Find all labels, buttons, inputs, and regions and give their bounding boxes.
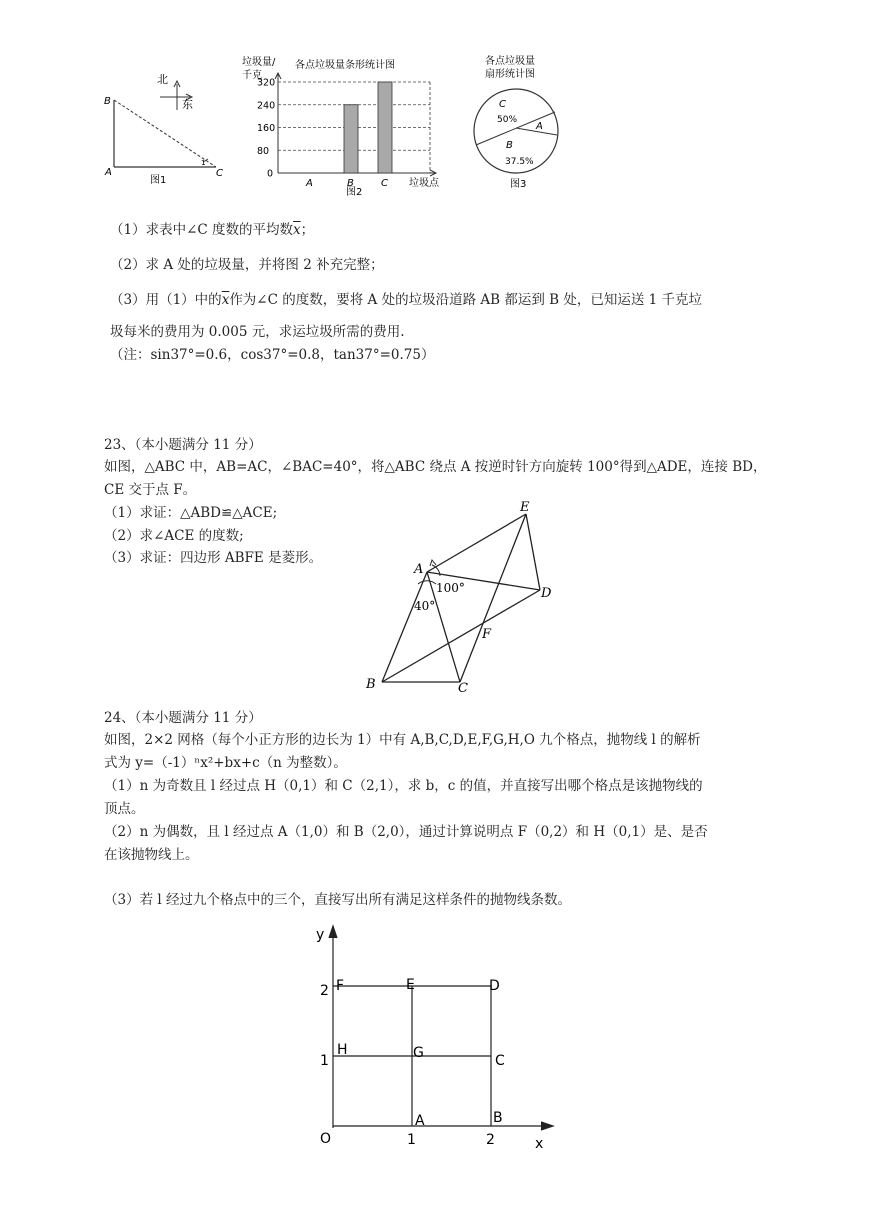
x-tick-label: A <box>306 178 313 189</box>
q22-line4: 圾每米的费用为 0.005 元，求运垃圾所需的费用. <box>110 324 405 340</box>
q23-label-e: E <box>520 500 530 515</box>
axis-x-label: x <box>535 1136 544 1152</box>
q22-note: （注：sin37°=0.6，cos37°=0.8，tan37°=0.75） <box>110 347 435 363</box>
x-tick-1: 1 <box>407 1132 416 1148</box>
figure-2-bar-chart <box>236 52 448 200</box>
point-d: D <box>489 978 500 994</box>
q24-line6: 在该抛物线上。 <box>104 847 199 863</box>
point-b: B <box>493 1110 503 1126</box>
y-tick-label: 0 <box>267 168 274 180</box>
y-tick-label: 240 <box>257 100 276 112</box>
fig3-title-1: 各点垃圾量 <box>485 56 535 67</box>
q22-line1 <box>110 221 314 239</box>
fig3-c-pct: 50% <box>497 115 518 125</box>
point-f: F <box>336 978 345 994</box>
y-tick-1: 1 <box>320 1053 329 1069</box>
fig2-ylabel-1: 垃圾量/ <box>242 57 276 68</box>
y-tick-label: 160 <box>257 123 276 134</box>
q23-line2: CE 交于点 F。 <box>104 482 197 498</box>
fig1-angle: 1 <box>201 159 206 167</box>
fig1-point-a: A <box>105 167 112 178</box>
q23-heading: 23、（本小题满分 11 分） <box>104 437 262 453</box>
q22-line1-a: （1）求表中∠C 度数的平均数 <box>110 222 294 238</box>
fig2-caption: 图2 <box>346 187 363 198</box>
fig1-point-c: C <box>216 168 223 179</box>
fig2-xlabel: 垃圾点 <box>409 178 439 189</box>
q22-line3 <box>110 291 702 309</box>
point-h: H <box>337 1042 348 1058</box>
point-c: C <box>495 1053 505 1069</box>
figure-3-pie-chart <box>468 52 568 194</box>
q22-line3-b: 作为∠C 的度数，要将 A 处的垃圾沿道路 AB 都运到 B 处，已知运送 1 千克垃 <box>229 292 703 308</box>
q24-line5: （2）n 为偶数，且 l 经过点 A（1,0）和 B（2,0），通过计算说明点 F（0,2）和 H（0,1）是、是否 <box>104 824 708 840</box>
q22-line2: （2）求 A 处的垃圾量，并将图 2 补充完整； <box>110 257 384 273</box>
q23-sub3: （3）求证：四边形 ABFE 是菱形。 <box>104 550 323 566</box>
q23-label-40: 40° <box>414 599 436 613</box>
x-tick-2: 2 <box>486 1132 495 1148</box>
y-tick-label: 320 <box>257 77 276 89</box>
q23-label-a: A <box>414 562 424 577</box>
x-tick-label: C <box>381 178 388 189</box>
fig3-a-label: A <box>536 121 543 132</box>
mean-symbol: $\overline{x}$ <box>293 222 301 238</box>
q23-label-b: B <box>366 677 376 692</box>
point-e: E <box>406 977 415 993</box>
origin-label: O <box>320 1131 332 1147</box>
fig3-c-label: C <box>499 99 506 110</box>
figure-1 <box>100 66 235 190</box>
q23-sub2: （2）求∠ACE 的度数; <box>104 528 244 544</box>
fig2-title: 各点垃圾量条形统计图 <box>295 60 395 71</box>
q24-line2: 式为 y=（-1）ⁿx²+bx+c（n 为整数）。 <box>104 755 347 771</box>
q23-line1: 如图，△ABC 中，AB=AC，∠BAC=40°，将△ABC 绕点 A 按逆时针方向旋转 100°得到△ADE，连接 BD， <box>104 459 767 475</box>
q24-line4: 顶点。 <box>104 801 145 817</box>
fig1-caption: 图1 <box>150 175 167 186</box>
fig3-b-pct: 37.5% <box>505 157 534 167</box>
q23-geometry-figure <box>360 494 565 696</box>
q24-grid-figure <box>305 918 565 1158</box>
fig1-point-b: B <box>104 96 111 107</box>
q24-line3: （1）n 为奇数且 l 经过点 H（0,1）和 C（2,1），求 b，c 的值，并直接写出哪个格点是该抛物线的 <box>104 778 703 794</box>
y-tick-2: 2 <box>320 983 329 999</box>
y-tick-label: 80 <box>257 145 270 157</box>
point-g: G <box>413 1045 424 1061</box>
q24-heading: 24、（本小题满分 11 分） <box>104 710 262 726</box>
point-a: A <box>415 1113 425 1129</box>
bar-c <box>378 82 392 173</box>
fig3-title-2: 扇形统计图 <box>485 69 535 80</box>
q24-line7: （3）若 l 经过九个格点中的三个，直接写出所有满足这样条件的抛物线条数。 <box>104 892 571 908</box>
q23-label-f: F <box>482 627 492 642</box>
q23-label-c: C <box>458 681 468 696</box>
fig2-ylabel-2: 千克 <box>242 70 262 81</box>
fig3-b-label: B <box>506 140 513 151</box>
axis-y-label: y <box>316 927 325 943</box>
fig3-caption: 图3 <box>510 179 527 190</box>
q23-label-d: D <box>541 586 552 601</box>
q22-line3-a: （3）用（1）中的 <box>110 292 222 308</box>
bar-b <box>344 105 358 173</box>
fig1-north: 北 <box>157 73 168 86</box>
q22-line1-b: ； <box>300 222 315 238</box>
q23-label-100: 100° <box>436 581 465 595</box>
mean-symbol: $\overline{x}$ <box>221 292 230 308</box>
q24-line1: 如图，2×2 网格（每个小正方形的边长为 1）中有 A,B,C,D,E,F,G,H,O 九个格点，抛物线 l 的解析 <box>104 732 701 748</box>
q23-sub1: （1）求证：△ABD≌△ACE; <box>104 505 278 521</box>
fig1-east: 东 <box>182 98 193 111</box>
x-tick-label: B <box>347 178 354 189</box>
